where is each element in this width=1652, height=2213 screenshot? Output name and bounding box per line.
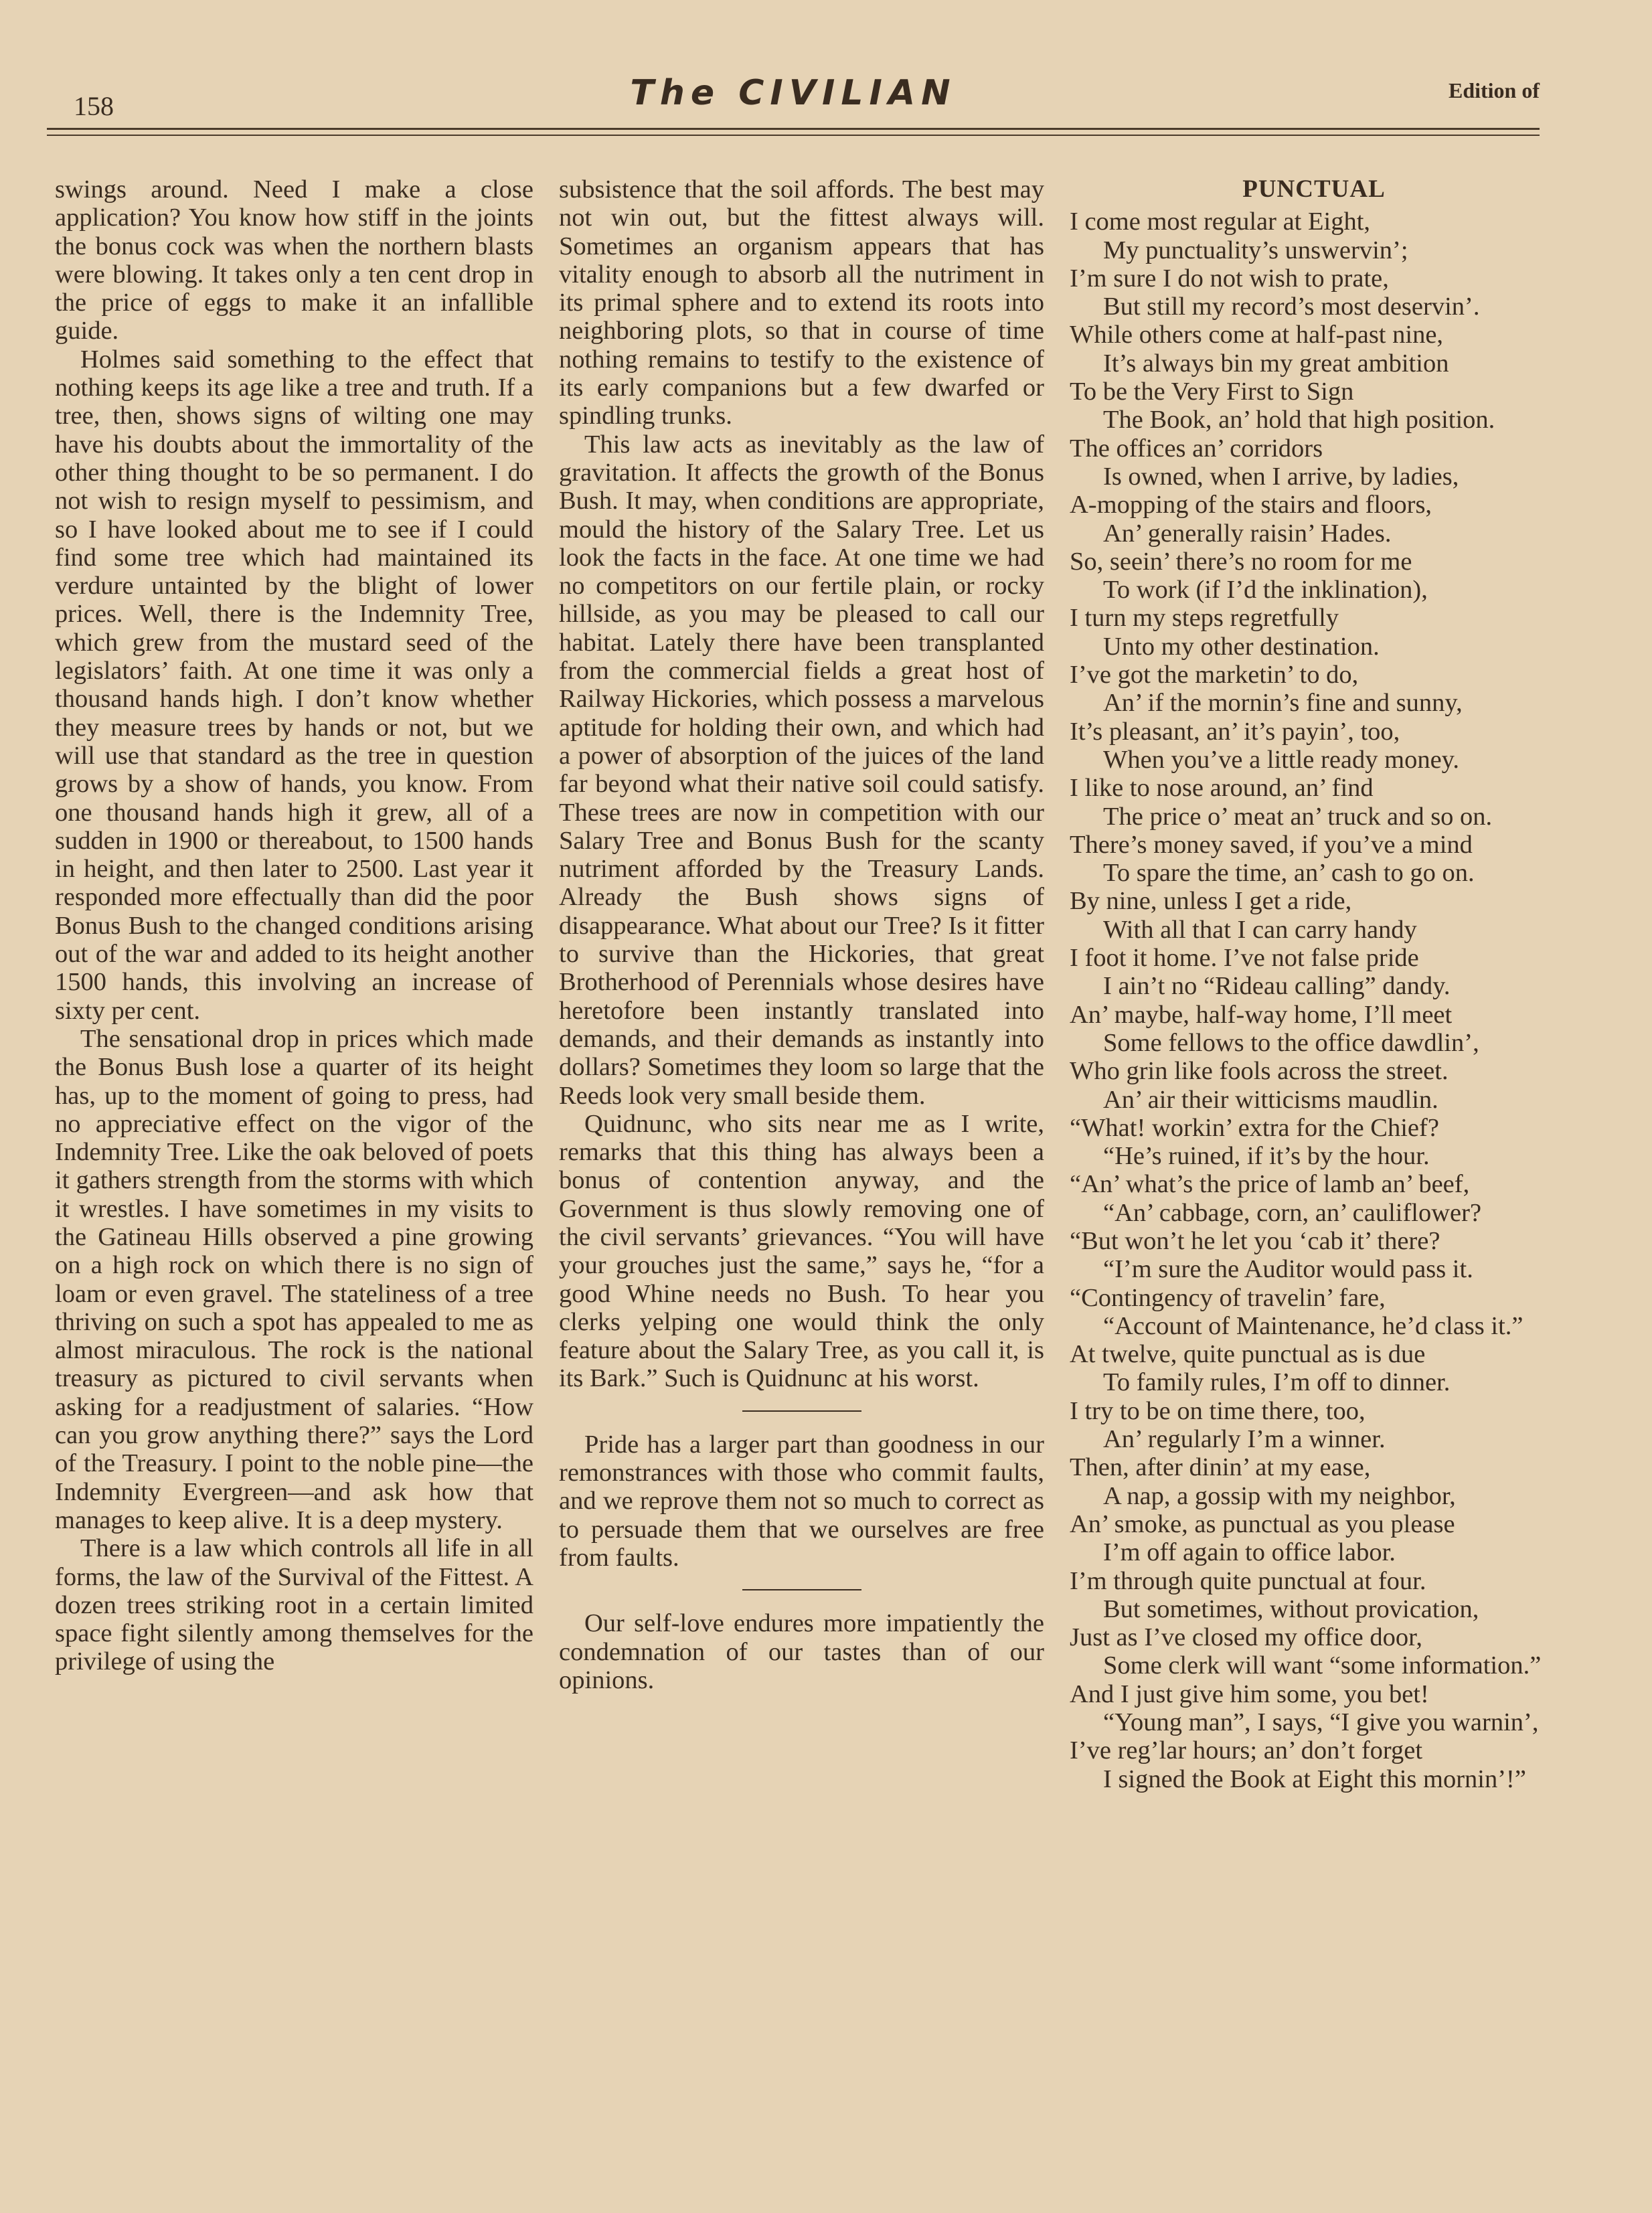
poem-line: And I just give him some, you bet! [1070, 1679, 1429, 1708]
poem-line: An’ smoke, as punctual as you please [1070, 1509, 1455, 1538]
journal-title: The CIVILIAN [630, 73, 957, 113]
poem-line: So, seein’ there’s no room for me [1070, 547, 1412, 576]
section-divider [742, 1410, 861, 1412]
poem-line: But still my record’s most deservin’. [1103, 293, 1480, 321]
poem-line: To family rules, I’m off to dinner. [1103, 1368, 1451, 1397]
poem-line: Then, after dinin’ at my ease, [1070, 1453, 1371, 1482]
poem-line: Unto my other destination. [1103, 632, 1380, 661]
column-middle [559, 175, 1044, 1694]
header-rule-top [47, 128, 1540, 130]
poem-line: Is owned, when I arrive, by ladies, [1103, 462, 1459, 491]
poem-line: “Young man”, I says, “I give you warnin’, [1103, 1708, 1539, 1737]
paragraph: subsistence that the soil affords. The best may not win out, but the fittest always will. Sometimes an organism appears that has vitality enough to absorb all the nutriment in its primal sphere and to extend its roots into neighboring plots, so that in course of time nothing remains to testify to the existence of its early companions but a few dwarfed or spindling trunks. [559, 175, 1044, 430]
poem-line: “An’ what’s the price of lamb an’ beef, [1070, 1170, 1470, 1199]
poem-line: I signed the Book at Eight this mornin’!” [1103, 1765, 1526, 1793]
page-header [47, 64, 1540, 137]
paragraph: Holmes said something to the effect that nothing keeps its age like a tree and truth. If a tree, then, shows signs of wilting one may have his doubts about the immortality of the other thing thought to be so permanent. I do not wish to resign myself to pessimism, and so I have looked about me to see if I could find some tree which had maintained its verdure untainted by the blight of lower prices. Well, there is the Indemnity Tree, which grew from the mustard seed of the legislators’ faith. At one time it was only a thousand hands high. I don’t know whether they measure trees by hands or not, but we will use that standard as the tree in question grows by a show of hands, you know. From one thousand hands high it grew, all of a sudden in 1900 or thereabout, to 1500 hands in height, and then later to 2500. Last year it responded more effectually than did the poor Bonus Bush to the changed conditions arising out of the war and added to its height another 1500 hands, this involving an increase of sixty per cent. [55, 345, 533, 1025]
poem-line: The price o’ meat an’ truck and so on. [1103, 802, 1493, 831]
paragraph: There is a law which controls all life in all forms, the law of the Survival of the Fittest. A dozen trees striking root in a certain limited space fight silently among themselves for the privilege of using the [55, 1534, 533, 1676]
poem-line: While others come at half-past nine, [1070, 321, 1444, 349]
poem-line: “Account of Maintenance, he’d class it.” [1103, 1311, 1523, 1340]
poem-line: An’ regularly I’m a winner. [1103, 1425, 1386, 1454]
paragraph: Our self-love endures more impatiently the condemnation of our tastes than of our opinions. [559, 1609, 1044, 1694]
poem-line: With all that I can carry handy [1103, 915, 1417, 944]
poem-line: An’ maybe, half-way home, I’ll meet [1070, 1000, 1453, 1029]
poem-line: An’ if the mornin’s fine and sunny, [1103, 689, 1463, 718]
poem-line: By nine, unless I get a ride, [1070, 887, 1352, 916]
paragraph: Pride has a larger part than goodness in our remonstrances with those who commit faults, and we reprove them not so much to correct as to persuade them that we ourselves are free from faults. [559, 1430, 1044, 1572]
poem-line: To spare the time, an’ cash to go on. [1103, 859, 1475, 888]
poem-line: “I’m sure the Auditor would pass it. [1103, 1255, 1473, 1284]
poem-line: I foot it home. I’ve not false pride [1070, 944, 1419, 973]
paragraph: This law acts as inevitably as the law of gravitation. It affects the growth of the Bonus Bush. It may, when conditions are appropriate, mould the history of the Salary Tree. Let us look the facts in the face. At one time we had no competitors on our fertile plain, or rocky hillside, as you may be pleased to call our habitat. Lately there have been transplanted from the commercial fields a great host of Railway Hickories, which possess a marvelous aptitude for holding their own, and which had a power of absorption of the juices of the land far beyond what their native soil could satisfy. These trees are now in competition with our Salary Tree and Bonus Bush for the scanty nutriment afforded by the Treasury Lands. Already the Bush shows signs of disappearance. What about our Tree? Is it fitter to survive than the Hickories, that great Brotherhood of Perennials whose desires have heretofore been instantly translated into demands, and their demands as instantly into dollars? Sometimes they loom so large that the Reeds look very small beside them. [559, 430, 1044, 1110]
paragraph: swings around. Need I make a close application? You know how stiff in the joints the bonus cock was when the northern blasts were blowing. It takes only a ten cent drop in the price of eggs to make it an infallible guide. [55, 175, 533, 345]
section-divider [742, 1589, 861, 1590]
poem-line: “Contingency of travelin’ fare, [1070, 1283, 1386, 1312]
poem-line: Just as I’ve closed my office door, [1070, 1623, 1422, 1652]
poem-line: It’s pleasant, an’ it’s payin’, too, [1070, 717, 1400, 746]
poem-line: “What! workin’ extra for the Chief? [1070, 1113, 1439, 1142]
poem-line: There’s money saved, if you’ve a mind [1070, 830, 1473, 859]
poem-line: I’ve got the marketin’ to do, [1070, 661, 1359, 689]
header-rule-bottom [47, 135, 1540, 136]
poem-line: A-mopping of the stairs and floors, [1070, 491, 1432, 519]
poem-line: I try to be on time there, too, [1070, 1396, 1366, 1425]
poem-line: I’m sure I do not wish to prate, [1070, 264, 1389, 293]
poem-line: I’m off again to office labor. [1103, 1538, 1396, 1567]
poem-line: But sometimes, without provication, [1103, 1594, 1479, 1623]
poem-line: My punctuality’s unswervin’; [1103, 236, 1408, 264]
edition-label: Edition of [1448, 78, 1540, 102]
poem-line: I ain’t no “Rideau calling” dandy. [1103, 972, 1451, 1001]
poem-column [1070, 175, 1558, 1793]
poem-line: I’ve reg’lar hours; an’ don’t forget [1070, 1736, 1423, 1765]
poem-line: I’m through quite punctual at four. [1070, 1566, 1426, 1595]
poem-title: PUNCTUAL [1242, 175, 1386, 203]
poem-line: To be the Very First to Sign [1070, 378, 1354, 406]
page-number: 158 [74, 91, 114, 121]
poem-line: Some fellows to the office dawdlin’, [1103, 1028, 1479, 1057]
paragraph: The sensational drop in prices which made the Bonus Bush lose a quarter of its height has, up to the moment of going to press, had no appreciative effect on the vigor of the Indemnity Tree. Like the oak beloved of poets it gathers strength from the storms with which it wrestles. I have sometimes in my visits to the Gatineau Hills observed a pine growing on a high rock on which there is no sign of loam or even gravel. The stateliness of a tree thriving on such a spot has appealed to me as almost miraculous. The rock is the national treasury as pictured to civil servants when asking for a readjustment of salaries. “How can you grow anything there?” says the Lord of the Treasury. I point to the noble pine—the Indemnity Evergreen—and ask how that manages to keep alive. It is a deep mystery. [55, 1024, 533, 1534]
paragraph: Quidnunc, who sits near me as I write, remarks that this thing has always been a bonus of contention anyway, and the Government is thus slowly removing one of the civil servants’ grievances. “You will have your grouches just the same,” says he, “for a good Whine needs no Bush. To hear you clerks yelping one would think the only feature about the Salary Tree, as you call it, is its Bark.” Such is Quidnunc at his worst. [559, 1109, 1044, 1393]
poem-line: An’ air their witticisms maudlin. [1103, 1085, 1438, 1114]
poem-line: Some clerk will want “some information.” [1103, 1651, 1542, 1680]
poem-line: The Book, an’ hold that high position. [1103, 406, 1495, 434]
column-left [55, 175, 533, 1676]
poem-line: To work (if I’d the inklination), [1103, 576, 1428, 604]
poem-line: “An’ cabbage, corn, an’ cauliflower? [1103, 1198, 1482, 1227]
poem-line: An’ generally raisin’ Hades. [1103, 519, 1392, 548]
poem-line: I come most regular at Eight, [1070, 208, 1371, 236]
poem-line: A nap, a gossip with my neighbor, [1103, 1481, 1456, 1510]
poem-line: It’s always bin my great ambition [1103, 349, 1449, 378]
poem-line: At twelve, quite punctual as is due [1070, 1340, 1426, 1369]
poem-line: I turn my steps regretfully [1070, 604, 1339, 633]
poem-line: The offices an’ corridors [1070, 434, 1323, 463]
poem-line: When you’ve a little ready money. [1103, 745, 1460, 774]
poem-line: I like to nose around, an’ find [1070, 774, 1374, 803]
poem-line: “He’s ruined, if it’s by the hour. [1103, 1142, 1430, 1171]
poem-line: Who grin like fools across the street. [1070, 1057, 1449, 1086]
poem-lines [1070, 208, 1558, 1793]
poem-line: “But won’t he let you ‘cab it’ there? [1070, 1226, 1440, 1255]
